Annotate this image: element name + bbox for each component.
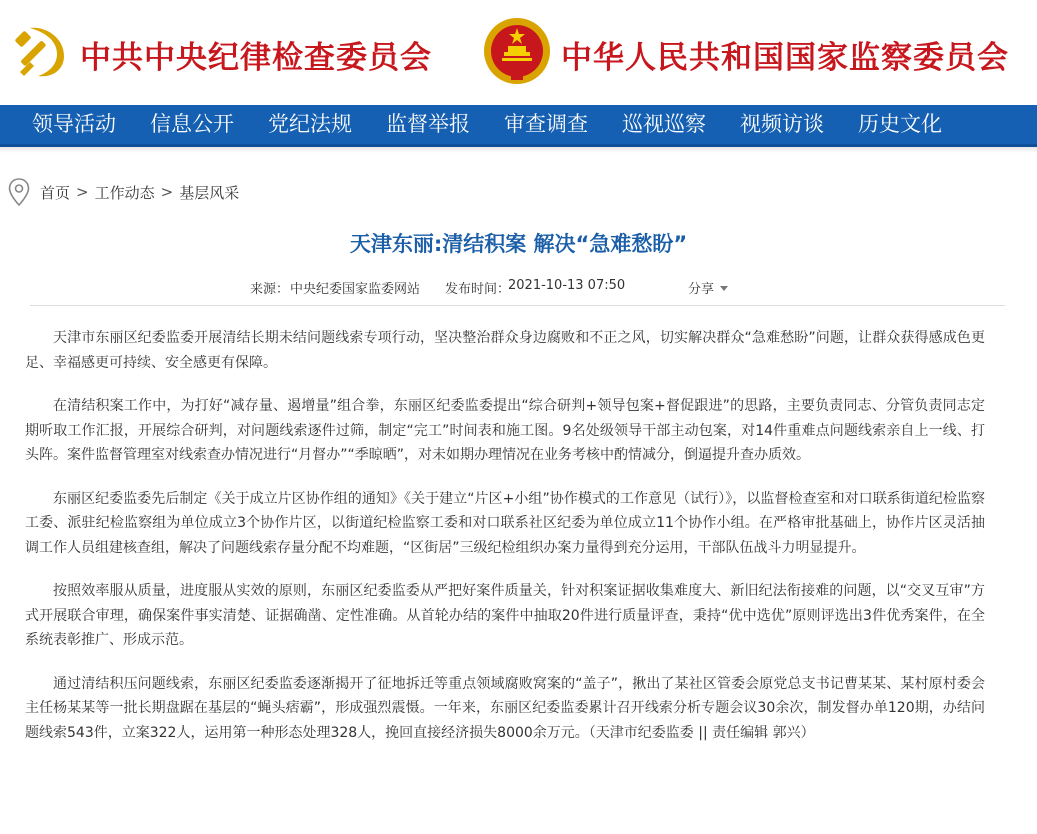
nav-item-report[interactable]: 监督举报 <box>386 112 470 136</box>
national-emblem-icon <box>482 16 552 86</box>
article-paragraph: 在清结积案工作中，为打好“减存量、遏增量”组合拳，东丽区纪委监委提出“综合研判+领导包案+督促跟进”的思路，主要负责同志、分管负责同志定期听取工作汇报，开展综合研判，对问题线索逐件过筛，制定“完工”时间表和施工图。9名处级领导干部主动包案，对14件重难点问题线索亲自上一线、打头阵。案件监督管理室对线索查办情况进行“月督办”“季晾晒”，对未如期办理情况在业务考核中酌情减分，倒逼提升查办质效。 <box>25 398 985 463</box>
article-title: 天津东丽:清结积案 解决“急难愁盼” <box>349 232 688 256</box>
nav-item-regulations[interactable]: 党纪法规 <box>268 112 352 136</box>
site-header <box>0 0 1037 105</box>
breadcrumb-home[interactable]: 首页 <box>40 183 71 202</box>
share-button[interactable] <box>688 278 728 297</box>
article-paragraph: 按照效率服从质量，进度服从实效的原则，东丽区纪委监委从严把好案件质量关，针对积案证据收集难度大、新旧纪法衔接难的问题，以“交叉互审”方式开展联合审理，确保案件事实清楚、证据确凿、定性准确。从首轮办结的案件中抽取20件进行质量评查，秉持“优中选优”原则评选出3件优秀案件，在全系统表彰推广、形成示范。 <box>25 583 985 648</box>
article-body <box>25 326 985 764</box>
breadcrumb-work-news[interactable]: 工作动态 <box>94 183 155 202</box>
nav-item-leadership[interactable]: 领导活动 <box>32 112 116 136</box>
article-paragraph: 天津市东丽区纪委监委开展清结长期未结问题线索专项行动，坚决整治群众身边腐败和不正之风，切实解决群众“急难愁盼”问题，让群众获得感成色更足、幸福感更可持续、安全感更有保障。 <box>25 330 985 371</box>
breadcrumb <box>8 178 239 206</box>
nav-item-video[interactable]: 视频访谈 <box>740 112 824 136</box>
meta-divider <box>30 305 1005 306</box>
publish-time-value: 2021-10-13 07:50 <box>508 278 626 293</box>
nsc-title: 中华人民共和国国家监察委员会 <box>561 40 1009 76</box>
breadcrumb-separator: > <box>160 183 174 201</box>
main-nav <box>0 105 1037 147</box>
source-value: 中央纪委国家监委网站 <box>290 282 421 297</box>
location-pin-icon <box>8 178 30 206</box>
nav-item-investigation[interactable]: 审查调查 <box>504 112 588 136</box>
cpc-ccdi-title: 中共中央纪律检查委员会 <box>80 40 432 76</box>
breadcrumb-separator: > <box>76 183 89 201</box>
breadcrumb-grassroots[interactable]: 基层风采 <box>179 183 240 202</box>
source-label: 来源： <box>250 282 290 297</box>
nav-item-info-disclosure[interactable]: 信息公开 <box>150 112 234 136</box>
party-emblem-icon <box>10 20 72 82</box>
nav-shadow <box>0 147 1037 153</box>
chevron-down-icon <box>720 286 728 291</box>
nav-item-history[interactable]: 历史文化 <box>858 112 942 136</box>
article-meta <box>0 278 1037 298</box>
publish-time-label: 发布时间： <box>445 282 511 297</box>
article-paragraph: 通过清结积压问题线索，东丽区纪委监委逐渐揭开了征地拆迁等重点领域腐败窝案的“盖子”，揪出了某社区管委会原党总支书记曹某某、某村原村委会主任杨某某等一批长期盘踞在基层的“蝇头痞霸”，形成强烈震慑。一年来，东丽区纪委监委累计召开线索分析专题会议30余次，制发督办单120期，办结问题线索543件，立案322人，运用第一种形态处理328人，挽回直接经济损失8000余万元。（天津市纪委监委 || 责任编辑 郭兴） <box>25 675 985 741</box>
share-label: 分享 <box>688 282 715 297</box>
nav-item-inspection[interactable]: 巡视巡察 <box>622 112 706 136</box>
article-paragraph: 东丽区纪委监委先后制定《关于成立片区协作组的通知》《关于建立“片区+小组”协作模式的工作意见（试行）》，以监督检查室和对口联系街道纪检监察工委、派驻纪检监察组为单位成立3个协作片区，以街道纪检监察工委和对口联系社区纪委为单位成立11个协作小组。在严格审批基础上，协作片区灵活抽调工作人员组建核查组，解决了问题线索存量分配不均难题，“区街居”三级纪检组织办案力量得到充分运用，干部队伍战斗力明显提升。 <box>25 490 985 556</box>
